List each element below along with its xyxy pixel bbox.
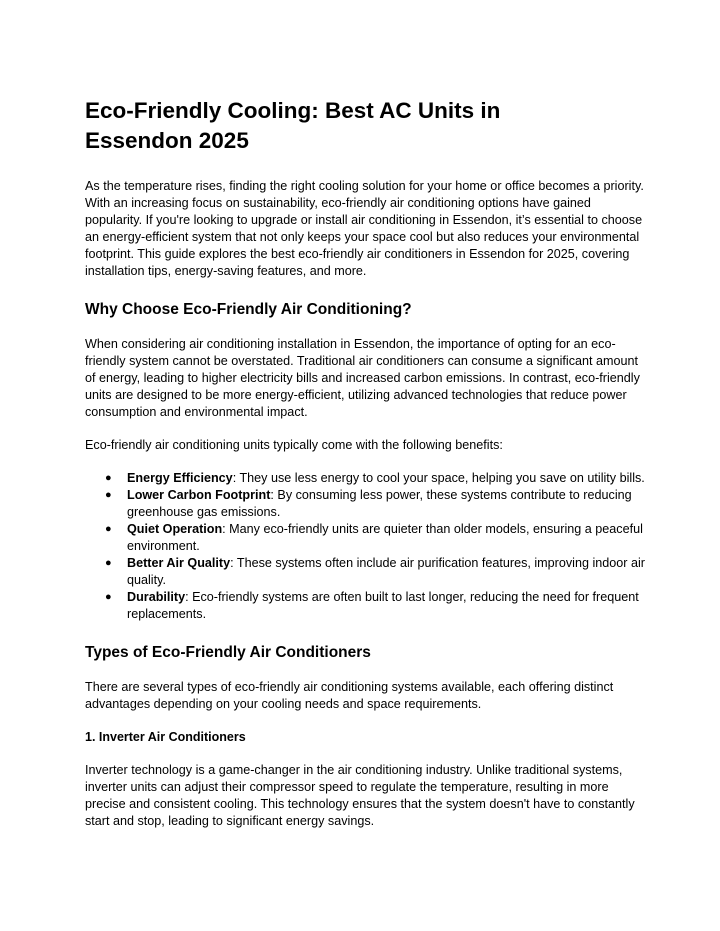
bullet-icon: ● [105, 591, 112, 603]
benefit-text: : Many eco-friendly units are quieter than older models, ensuring a peaceful environment. [127, 522, 643, 553]
list-item [85, 555, 645, 589]
paragraph-benefits-intro: Eco-friendly air conditioning units typically come with the following benefits: [85, 438, 503, 452]
benefit-text: : They use less energy to cool your space, helping you save on utility bills. [232, 471, 645, 485]
section-heading-types: Types of Eco-Friendly Air Conditioners [85, 644, 371, 661]
benefits-list [85, 470, 645, 623]
subsection-heading-inverter: 1. Inverter Air Conditioners [85, 730, 246, 744]
benefit-label: Better Air Quality [127, 556, 231, 570]
intro-paragraph: As the temperature rises, finding the right cooling solution for your home or office becomes a priority. With an increasing focus on sustainability, eco-friendly air conditioning options have gained popularity. If you're looking to upgrade or install air conditioning in Essendon, it’s essential to choose an energy-efficient system that not only keeps your space cool but also reduces your environmental footprint. This guide explores the best eco-friendly air conditioners in Essendon for 2025, covering installation tips, energy-saving features, and more. [85, 179, 644, 278]
paragraph-installation-importance: When considering air conditioning installation in Essendon, the importance of opting for an eco-friendly system cannot be overstated. Traditional air conditioners can consume a significant amount of energy, leading to higher electricity bills and increased carbon emissions. In contrast, eco-friendly units are designed to be more energy-efficient, utilizing advanced technologies that reduce power consumption and environmental impact. [85, 337, 640, 419]
section-heading-why-eco-friendly: Why Choose Eco-Friendly Air Conditioning? [85, 301, 412, 318]
page-title: Eco-Friendly Cooling: Best AC Units in Essendon 2025 [85, 98, 501, 153]
paragraph-inverter: Inverter technology is a game-changer in the air conditioning industry. Unlike traditional systems, inverter units can adjust their compressor speed to regulate the temperature, resulting in more precise and consistent cooling. This technology ensures that the system doesn't have to constantly start and stop, leading to significant energy savings. [85, 763, 635, 828]
benefit-label: Quiet Operation [127, 522, 223, 536]
document-body [85, 96, 645, 846]
bullet-icon: ● [105, 523, 112, 535]
list-item [85, 470, 645, 487]
bullet-icon: ● [105, 489, 112, 501]
list-item [85, 521, 645, 555]
benefit-label: Lower Carbon Footprint [127, 488, 271, 502]
bullet-icon: ● [105, 472, 112, 484]
benefit-text: : By consuming less power, these systems contribute to reducing greenhouse gas emissions. [127, 488, 632, 519]
benefit-text: : Eco-friendly systems are often built to last longer, reducing the need for frequent replacements. [127, 590, 639, 621]
list-item [85, 487, 645, 521]
benefit-text: : These systems often include air purification features, improving indoor air quality. [127, 556, 645, 587]
benefit-label: Durability [127, 590, 186, 604]
paragraph-types-intro: There are several types of eco-friendly air conditioning systems available, each offering distinct advantages depending on your cooling needs and space requirements. [85, 680, 614, 711]
bullet-icon: ● [105, 557, 112, 569]
benefit-label: Energy Efficiency [127, 471, 233, 485]
list-item [85, 589, 645, 623]
